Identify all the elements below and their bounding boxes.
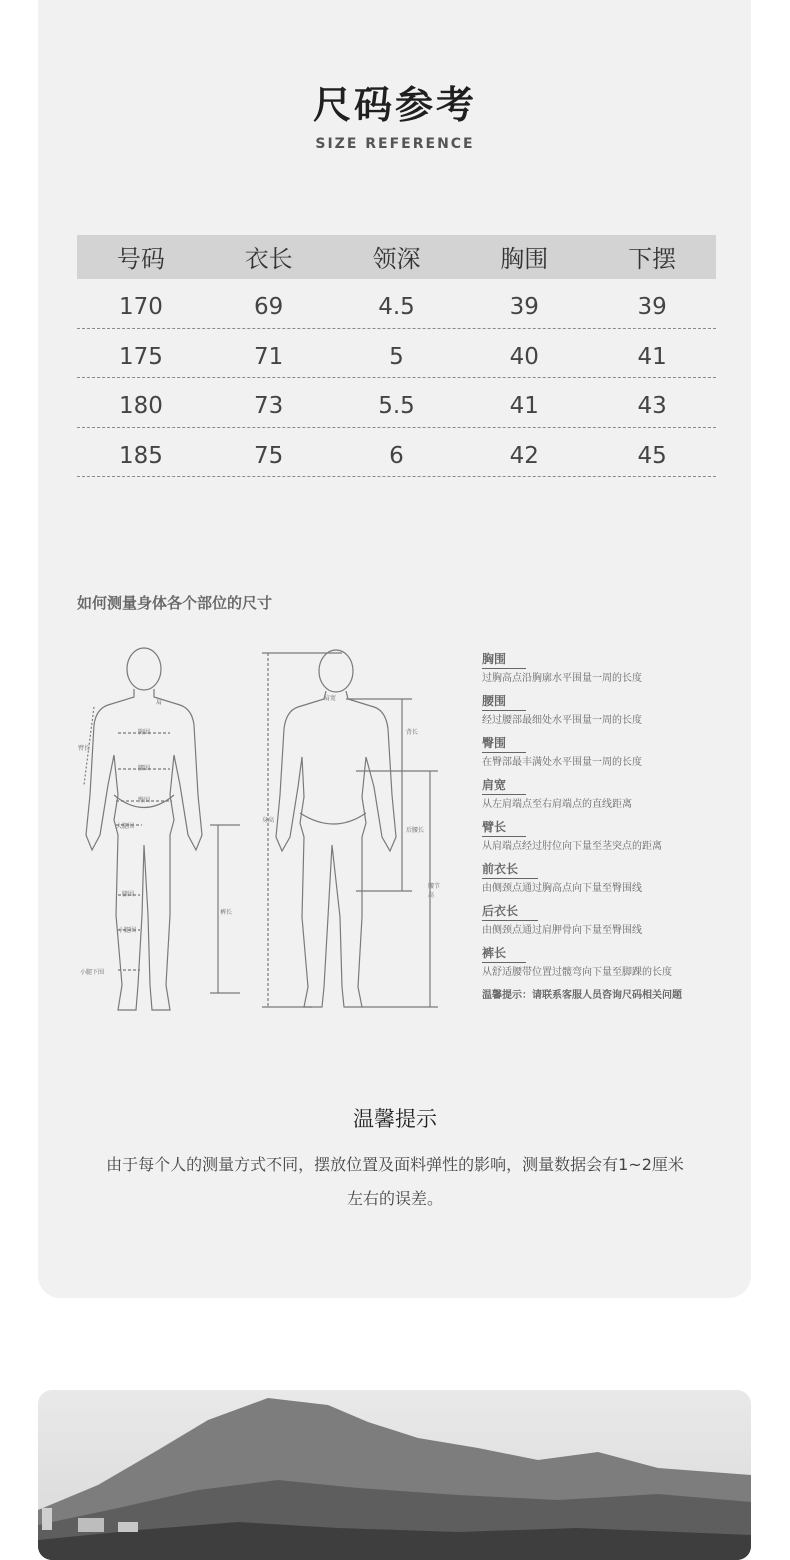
- legend-desc: 过胸高点沿胸廓水平围量一周的长度: [482, 673, 642, 684]
- table-cell: 41: [637, 343, 667, 370]
- legend-name: 腰围: [482, 693, 526, 711]
- label-front: 腰围: [138, 765, 151, 772]
- label-front: 肩: [156, 699, 163, 706]
- legend-item: [482, 942, 732, 984]
- measure-heading: 如何测量身体各个部位的尺寸: [77, 594, 273, 612]
- table-cell: 43: [637, 393, 667, 419]
- legend-desc: 在臀部最丰满处水平围量一周的长度: [482, 757, 642, 768]
- front-body-diagram: [78, 645, 248, 1025]
- table-cell: 170: [118, 294, 163, 320]
- legend-name: 臀围: [482, 735, 526, 753]
- table-row: [77, 279, 716, 329]
- label-back: 身高: [262, 817, 275, 824]
- table-cell: 45: [637, 442, 667, 469]
- label-front: 大腿围: [116, 823, 135, 830]
- legend-name: 后衣长: [482, 903, 538, 921]
- label-back: 后腰长: [406, 827, 425, 834]
- header-cell: 领深: [372, 245, 421, 273]
- table-cell: 40: [509, 343, 539, 370]
- table-cell: 69: [254, 294, 284, 320]
- legend-item: [482, 732, 732, 774]
- legend-desc: 经过腰部最细处水平围量一周的长度: [482, 715, 642, 726]
- table-row: [77, 378, 716, 428]
- table-cell: 75: [254, 442, 284, 469]
- table-cell: 73: [254, 393, 284, 419]
- legend-item: [482, 648, 732, 690]
- label-front: 小腿围: [118, 927, 137, 934]
- table-cell: 41: [509, 393, 539, 419]
- legend-desc: 从肩端点经过肘位向下量至茎突点的距离: [482, 841, 662, 852]
- legend-name: 裤长: [482, 945, 526, 963]
- legend-desc: 从左肩端点至右肩端点的直线距离: [482, 799, 632, 810]
- mountain-photo: [38, 1390, 751, 1560]
- page-subtitle: SIZE REFERENCE: [315, 136, 475, 152]
- label-back: 背长: [406, 729, 419, 736]
- table-cell: 175: [118, 343, 163, 370]
- table-cell: 5: [389, 343, 404, 370]
- label-front: 胸围: [138, 729, 151, 736]
- legend-item: [482, 858, 732, 900]
- page-title: 尺码参考: [312, 83, 477, 127]
- table-cell: 71: [254, 343, 284, 370]
- header-cell: 下摆: [628, 245, 677, 273]
- table-cell: 6: [389, 442, 404, 469]
- legend-item: [482, 900, 732, 942]
- table-cell: 4.5: [378, 294, 415, 320]
- table-cell: 185: [118, 442, 163, 469]
- table-row: [77, 329, 716, 379]
- header-cell: 衣长: [244, 245, 293, 273]
- notice-text: 由于每个人的测量方式不同，摆放位置及面料弹性的影响，测量数据会有1~2厘米左右的误差。: [106, 1155, 684, 1208]
- header-cell: 胸围: [500, 245, 549, 273]
- legend-desc: 由侧颈点通过胸高点向下量至臀围线: [482, 883, 642, 894]
- table-cell: 39: [637, 294, 667, 320]
- back-body-diagram: [262, 645, 442, 1025]
- table-cell: 5.5: [378, 393, 415, 419]
- legend-desc: 从舒适腰带位置过髋弯向下量至脚踝的长度: [482, 967, 672, 978]
- legend-item: [482, 816, 732, 858]
- legend-name: 前衣长: [482, 861, 538, 879]
- legend-name: 肩宽: [482, 777, 526, 795]
- label-front: 裤长: [220, 909, 233, 916]
- label-back: 肩宽: [324, 695, 337, 702]
- header-cell: 号码: [116, 245, 165, 273]
- legend-desc: 由侧颈点通过肩胛骨向下量至臀围线: [482, 925, 642, 936]
- legend-item: [482, 774, 732, 816]
- table-header: [77, 235, 716, 279]
- legend-name: 臂长: [482, 819, 526, 837]
- legend-tip: 温馨提示：请联系客服人员咨询尺码相关问题: [482, 990, 682, 1001]
- measure-legend: [482, 648, 732, 1001]
- table-cell: 180: [118, 393, 163, 419]
- table-row: [77, 428, 716, 478]
- label-back: 腰节高: [428, 883, 441, 899]
- label-front: 臂长: [78, 745, 91, 752]
- table-cell: 42: [509, 442, 539, 469]
- label-front: 膝围: [122, 891, 135, 898]
- label-front: 小腿下围: [80, 969, 105, 976]
- legend-item: [482, 690, 732, 732]
- table-cell: 39: [509, 294, 539, 320]
- legend-name: 胸围: [482, 651, 526, 669]
- size-table: [77, 235, 716, 477]
- label-front: 臀围: [138, 797, 151, 804]
- notice-title: 温馨提示: [353, 1107, 437, 1131]
